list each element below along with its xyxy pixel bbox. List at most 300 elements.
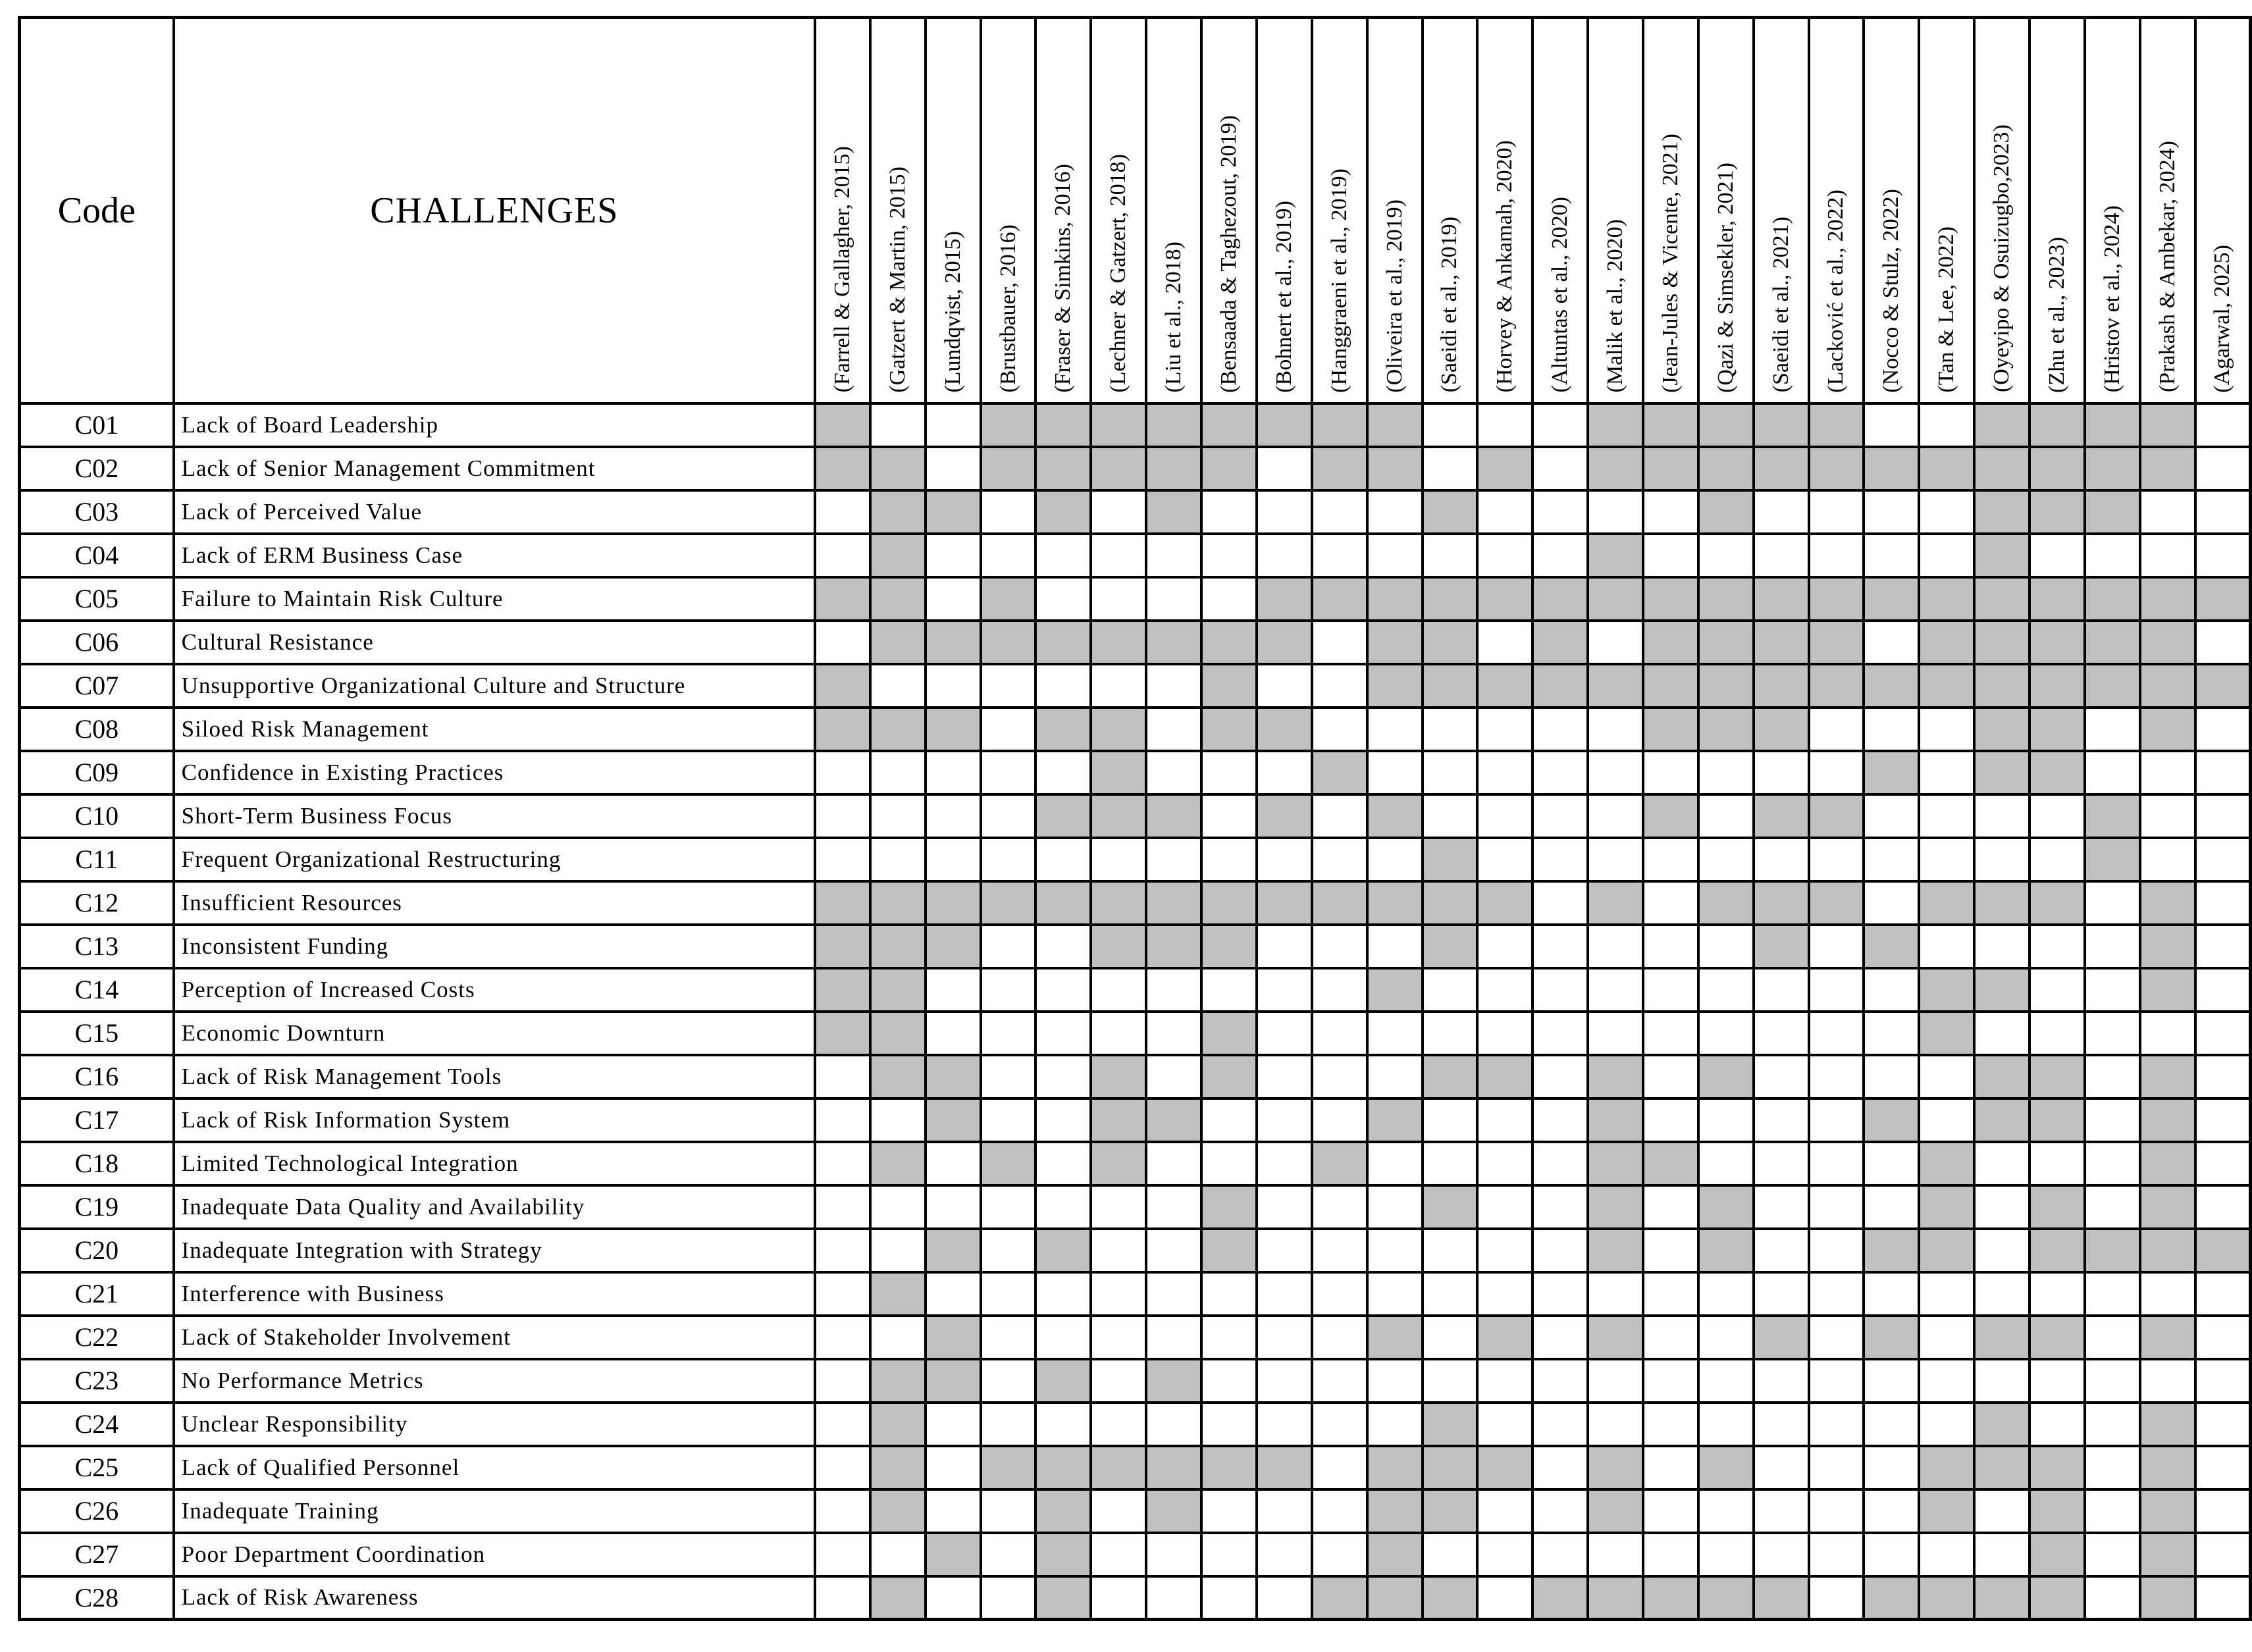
empty-cell	[1201, 1272, 1257, 1316]
empty-cell	[2195, 1576, 2251, 1620]
empty-cell	[1091, 1489, 1146, 1533]
empty-cell	[1532, 794, 1588, 838]
empty-cell	[1643, 1446, 1698, 1489]
marked-cell	[1698, 1446, 1754, 1489]
marked-cell	[1754, 403, 1809, 447]
marked-cell	[1367, 1533, 1423, 1576]
empty-cell	[926, 447, 981, 490]
empty-cell	[1532, 1446, 1588, 1489]
marked-cell	[1312, 403, 1367, 447]
empty-cell	[1809, 1142, 1864, 1185]
empty-cell	[1201, 1359, 1257, 1403]
empty-cell	[1477, 1012, 1532, 1055]
marked-cell	[1201, 1446, 1257, 1489]
empty-cell	[981, 1576, 1036, 1620]
challenge-code: C14	[20, 968, 174, 1012]
marked-cell	[1477, 447, 1532, 490]
empty-cell	[2195, 534, 2251, 577]
marked-cell	[926, 1533, 981, 1576]
marked-cell	[1035, 881, 1091, 925]
empty-cell	[1754, 1055, 1809, 1098]
marked-cell	[2029, 1576, 2085, 1620]
marked-cell	[1257, 881, 1312, 925]
empty-cell	[1091, 968, 1146, 1012]
marked-cell	[1974, 708, 2029, 751]
marked-cell	[1588, 1489, 1643, 1533]
marked-cell	[2029, 1446, 2085, 1489]
empty-cell	[1974, 925, 2029, 968]
marked-cell	[1864, 751, 1919, 794]
marked-cell	[1919, 664, 1974, 708]
empty-cell	[1146, 1272, 1201, 1316]
empty-cell	[1919, 1316, 1974, 1359]
empty-cell	[1864, 1446, 1919, 1489]
empty-cell	[1257, 534, 1312, 577]
marked-cell	[1809, 664, 1864, 708]
empty-cell	[1643, 925, 1698, 968]
empty-cell	[1312, 664, 1367, 708]
empty-cell	[2195, 881, 2251, 925]
empty-cell	[1588, 838, 1643, 881]
empty-cell	[926, 1446, 981, 1489]
empty-cell	[1588, 708, 1643, 751]
marked-cell	[1423, 1055, 1478, 1098]
empty-cell	[1477, 534, 1532, 577]
empty-cell	[1312, 621, 1367, 664]
empty-cell	[2195, 925, 2251, 968]
marked-cell	[1864, 1576, 1919, 1620]
empty-cell	[2195, 403, 2251, 447]
marked-cell	[2085, 664, 2140, 708]
empty-cell	[1312, 1403, 1367, 1446]
marked-cell	[1091, 1142, 1146, 1185]
marked-cell	[1035, 1576, 1091, 1620]
marked-cell	[1698, 664, 1754, 708]
empty-cell	[1532, 1142, 1588, 1185]
empty-cell	[1035, 534, 1091, 577]
challenge-code: C22	[20, 1316, 174, 1359]
empty-cell	[1809, 1185, 1864, 1229]
empty-cell	[926, 534, 981, 577]
empty-cell	[1257, 447, 1312, 490]
challenge-label: Lack of Board Leadership	[174, 403, 815, 447]
marked-cell	[1091, 751, 1146, 794]
source-column-header	[1754, 18, 1809, 403]
marked-cell	[1588, 1316, 1643, 1359]
empty-cell	[1919, 534, 1974, 577]
empty-cell	[1974, 1272, 2029, 1316]
marked-cell	[1919, 621, 1974, 664]
empty-cell	[815, 751, 870, 794]
empty-cell	[870, 664, 926, 708]
empty-cell	[2140, 534, 2195, 577]
marked-cell	[2195, 577, 2251, 621]
source-column-header	[2195, 18, 2251, 403]
empty-cell	[1698, 838, 1754, 881]
marked-cell	[1312, 1142, 1367, 1185]
challenge-code: C07	[20, 664, 174, 708]
empty-cell	[1532, 1012, 1588, 1055]
empty-cell	[1864, 534, 1919, 577]
empty-cell	[1257, 751, 1312, 794]
marked-cell	[2140, 1533, 2195, 1576]
source-column-header	[1312, 18, 1367, 403]
source-label: (Jean-Jules & Vicente, 2021)	[1658, 133, 1683, 393]
empty-cell	[2029, 1012, 2085, 1055]
empty-cell	[2085, 1316, 2140, 1359]
marked-cell	[1201, 708, 1257, 751]
marked-cell	[2029, 1316, 2085, 1359]
empty-cell	[1257, 1533, 1312, 1576]
empty-cell	[1312, 1446, 1367, 1489]
empty-cell	[1588, 490, 1643, 534]
empty-cell	[926, 1489, 981, 1533]
marked-cell	[1754, 1316, 1809, 1359]
challenges-column-header: CHALLENGES	[174, 18, 815, 403]
challenge-label: Unsupportive Organizational Culture and Structure	[174, 664, 815, 708]
empty-cell	[1146, 577, 1201, 621]
empty-cell	[2029, 794, 2085, 838]
empty-cell	[1146, 1403, 1201, 1446]
marked-cell	[1091, 447, 1146, 490]
marked-cell	[1423, 1576, 1478, 1620]
empty-cell	[1423, 1316, 1478, 1359]
marked-cell	[1257, 577, 1312, 621]
marked-cell	[981, 1142, 1036, 1185]
marked-cell	[1698, 881, 1754, 925]
empty-cell	[981, 664, 1036, 708]
challenge-label: Lack of Risk Management Tools	[174, 1055, 815, 1098]
marked-cell	[1754, 925, 1809, 968]
marked-cell	[1919, 1185, 1974, 1229]
empty-cell	[1146, 1316, 1201, 1359]
empty-cell	[1367, 1403, 1423, 1446]
empty-cell	[1091, 577, 1146, 621]
marked-cell	[1919, 447, 1974, 490]
marked-cell	[1035, 708, 1091, 751]
empty-cell	[2085, 925, 2140, 968]
empty-cell	[1477, 751, 1532, 794]
empty-cell	[1532, 534, 1588, 577]
marked-cell	[1754, 794, 1809, 838]
challenge-label: Lack of Perceived Value	[174, 490, 815, 534]
empty-cell	[1367, 1185, 1423, 1229]
empty-cell	[1367, 534, 1423, 577]
marked-cell	[1423, 925, 1478, 968]
marked-cell	[1146, 403, 1201, 447]
marked-cell	[1423, 577, 1478, 621]
challenge-label: Inadequate Integration with Strategy	[174, 1229, 815, 1272]
empty-cell	[981, 794, 1036, 838]
marked-cell	[1367, 664, 1423, 708]
empty-cell	[1257, 1229, 1312, 1272]
marked-cell	[1974, 968, 2029, 1012]
source-column-header	[1974, 18, 2029, 403]
empty-cell	[1146, 1533, 1201, 1576]
empty-cell	[1974, 1229, 2029, 1272]
marked-cell	[1367, 1446, 1423, 1489]
marked-cell	[1367, 577, 1423, 621]
marked-cell	[870, 881, 926, 925]
marked-cell	[1754, 577, 1809, 621]
empty-cell	[1864, 1489, 1919, 1533]
source-column-header	[870, 18, 926, 403]
empty-cell	[1809, 838, 1864, 881]
source-label: (Bohnert et al., 2019)	[1271, 200, 1296, 393]
empty-cell	[1698, 1142, 1754, 1185]
challenge-label: Lack of Senior Management Commitment	[174, 447, 815, 490]
empty-cell	[1532, 1489, 1588, 1533]
empty-cell	[1257, 1012, 1312, 1055]
marked-cell	[1201, 1055, 1257, 1098]
empty-cell	[926, 1012, 981, 1055]
empty-cell	[1423, 968, 1478, 1012]
marked-cell	[981, 403, 1036, 447]
marked-cell	[1698, 1576, 1754, 1620]
source-column-header	[926, 18, 981, 403]
marked-cell	[1257, 403, 1312, 447]
marked-cell	[1588, 1142, 1643, 1185]
empty-cell	[981, 838, 1036, 881]
empty-cell	[2029, 838, 2085, 881]
table-row	[20, 1055, 2251, 1098]
empty-cell	[815, 1576, 870, 1620]
empty-cell	[2029, 534, 2085, 577]
empty-cell	[1035, 1098, 1091, 1142]
empty-cell	[1919, 490, 1974, 534]
empty-cell	[2195, 751, 2251, 794]
marked-cell	[1698, 1055, 1754, 1098]
marked-cell	[1146, 1359, 1201, 1403]
empty-cell	[1532, 1359, 1588, 1403]
empty-cell	[1312, 1098, 1367, 1142]
empty-cell	[1864, 621, 1919, 664]
marked-cell	[1588, 577, 1643, 621]
empty-cell	[1367, 925, 1423, 968]
empty-cell	[1312, 968, 1367, 1012]
empty-cell	[1257, 1489, 1312, 1533]
empty-cell	[1257, 838, 1312, 881]
table-row	[20, 794, 2251, 838]
challenge-code: C23	[20, 1359, 174, 1403]
marked-cell	[1864, 577, 1919, 621]
marked-cell	[1367, 881, 1423, 925]
empty-cell	[1864, 1533, 1919, 1576]
empty-cell	[1588, 794, 1643, 838]
table-row	[20, 447, 2251, 490]
marked-cell	[1588, 1446, 1643, 1489]
empty-cell	[1091, 1316, 1146, 1359]
marked-cell	[2085, 447, 2140, 490]
empty-cell	[1974, 838, 2029, 881]
source-label: (Qazi & Simsekler, 2021)	[1713, 162, 1738, 393]
challenge-label: Inadequate Data Quality and Availability	[174, 1185, 815, 1229]
marked-cell	[1091, 403, 1146, 447]
empty-cell	[1809, 1403, 1864, 1446]
empty-cell	[1919, 794, 1974, 838]
empty-cell	[1146, 708, 1201, 751]
empty-cell	[870, 1533, 926, 1576]
marked-cell	[1091, 1446, 1146, 1489]
empty-cell	[1146, 968, 1201, 1012]
empty-cell	[1864, 838, 1919, 881]
challenge-code: C11	[20, 838, 174, 881]
empty-cell	[1146, 1142, 1201, 1185]
marked-cell	[1257, 1446, 1312, 1489]
challenge-code: C04	[20, 534, 174, 577]
marked-cell	[2085, 403, 2140, 447]
marked-cell	[926, 621, 981, 664]
empty-cell	[2085, 708, 2140, 751]
marked-cell	[1974, 881, 2029, 925]
empty-cell	[2085, 1012, 2140, 1055]
table-row	[20, 1272, 2251, 1316]
table-row	[20, 1142, 2251, 1185]
table-row	[20, 1446, 2251, 1489]
marked-cell	[1698, 621, 1754, 664]
empty-cell	[2029, 1403, 2085, 1446]
empty-cell	[2085, 1055, 2140, 1098]
marked-cell	[1312, 447, 1367, 490]
marked-cell	[1201, 1185, 1257, 1229]
empty-cell	[1312, 534, 1367, 577]
empty-cell	[1974, 1533, 2029, 1576]
empty-cell	[1698, 925, 1754, 968]
marked-cell	[926, 925, 981, 968]
empty-cell	[1532, 1229, 1588, 1272]
source-label: (Saeidi et al., 2019)	[1437, 217, 1462, 393]
empty-cell	[1532, 881, 1588, 925]
marked-cell	[2029, 403, 2085, 447]
empty-cell	[2140, 1272, 2195, 1316]
source-label: (Bensaada & Taghezout, 2019)	[1216, 115, 1241, 393]
table-row	[20, 1359, 2251, 1403]
empty-cell	[870, 1098, 926, 1142]
marked-cell	[815, 881, 870, 925]
empty-cell	[1864, 1185, 1919, 1229]
empty-cell	[1588, 925, 1643, 968]
marked-cell	[1974, 664, 2029, 708]
table-row	[20, 1403, 2251, 1446]
empty-cell	[1201, 968, 1257, 1012]
empty-cell	[1864, 1403, 1919, 1446]
empty-cell	[2085, 1272, 2140, 1316]
empty-cell	[1809, 1359, 1864, 1403]
source-column-header	[815, 18, 870, 403]
empty-cell	[2085, 751, 2140, 794]
empty-cell	[1754, 1272, 1809, 1316]
empty-cell	[1477, 1229, 1532, 1272]
empty-cell	[1477, 1098, 1532, 1142]
marked-cell	[1035, 1359, 1091, 1403]
empty-cell	[2085, 1098, 2140, 1142]
empty-cell	[2195, 621, 2251, 664]
empty-cell	[1588, 1533, 1643, 1576]
empty-cell	[1809, 534, 1864, 577]
empty-cell	[1035, 925, 1091, 968]
empty-cell	[815, 534, 870, 577]
empty-cell	[1643, 1098, 1698, 1142]
empty-cell	[1477, 838, 1532, 881]
marked-cell	[1477, 1446, 1532, 1489]
empty-cell	[2140, 1012, 2195, 1055]
marked-cell	[981, 447, 1036, 490]
source-label: (Tan & Lee, 2022)	[1934, 226, 1959, 393]
marked-cell	[870, 447, 926, 490]
empty-cell	[1532, 838, 1588, 881]
marked-cell	[1035, 1446, 1091, 1489]
marked-cell	[926, 490, 981, 534]
empty-cell	[2195, 708, 2251, 751]
empty-cell	[815, 1229, 870, 1272]
empty-cell	[2195, 1489, 2251, 1533]
marked-cell	[1201, 664, 1257, 708]
empty-cell	[815, 838, 870, 881]
empty-cell	[1423, 447, 1478, 490]
empty-cell	[1312, 794, 1367, 838]
empty-cell	[1919, 1055, 1974, 1098]
marked-cell	[1091, 925, 1146, 968]
marked-cell	[1919, 1142, 1974, 1185]
empty-cell	[1864, 1359, 1919, 1403]
empty-cell	[2029, 1359, 2085, 1403]
marked-cell	[1035, 403, 1091, 447]
source-label: (Altuntas et al., 2020)	[1548, 197, 1573, 393]
empty-cell	[981, 1098, 1036, 1142]
empty-cell	[1809, 490, 1864, 534]
source-column-header	[1919, 18, 1974, 403]
marked-cell	[870, 1489, 926, 1533]
marked-cell	[926, 1316, 981, 1359]
empty-cell	[1754, 751, 1809, 794]
empty-cell	[1532, 403, 1588, 447]
empty-cell	[1035, 577, 1091, 621]
source-column-header	[2085, 18, 2140, 403]
empty-cell	[1091, 1012, 1146, 1055]
marked-cell	[1146, 621, 1201, 664]
marked-cell	[2140, 925, 2195, 968]
source-column-header	[1477, 18, 1532, 403]
marked-cell	[2029, 708, 2085, 751]
empty-cell	[926, 403, 981, 447]
source-column-header	[2029, 18, 2085, 403]
challenge-code: C02	[20, 447, 174, 490]
empty-cell	[1919, 403, 1974, 447]
challenge-code: C24	[20, 1403, 174, 1446]
marked-cell	[1201, 881, 1257, 925]
empty-cell	[1201, 1489, 1257, 1533]
empty-cell	[1754, 1489, 1809, 1533]
challenge-label: Lack of Risk Awareness	[174, 1576, 815, 1620]
empty-cell	[815, 1489, 870, 1533]
empty-cell	[981, 1489, 1036, 1533]
empty-cell	[1754, 490, 1809, 534]
empty-cell	[1588, 1403, 1643, 1446]
marked-cell	[2085, 577, 2140, 621]
empty-cell	[815, 794, 870, 838]
empty-cell	[815, 1533, 870, 1576]
marked-cell	[1974, 1055, 2029, 1098]
empty-cell	[981, 1359, 1036, 1403]
marked-cell	[1754, 447, 1809, 490]
empty-cell	[1477, 1359, 1532, 1403]
empty-cell	[1809, 1576, 1864, 1620]
table-row	[20, 708, 2251, 751]
empty-cell	[926, 838, 981, 881]
marked-cell	[870, 1446, 926, 1489]
marked-cell	[2140, 1142, 2195, 1185]
empty-cell	[1588, 621, 1643, 664]
